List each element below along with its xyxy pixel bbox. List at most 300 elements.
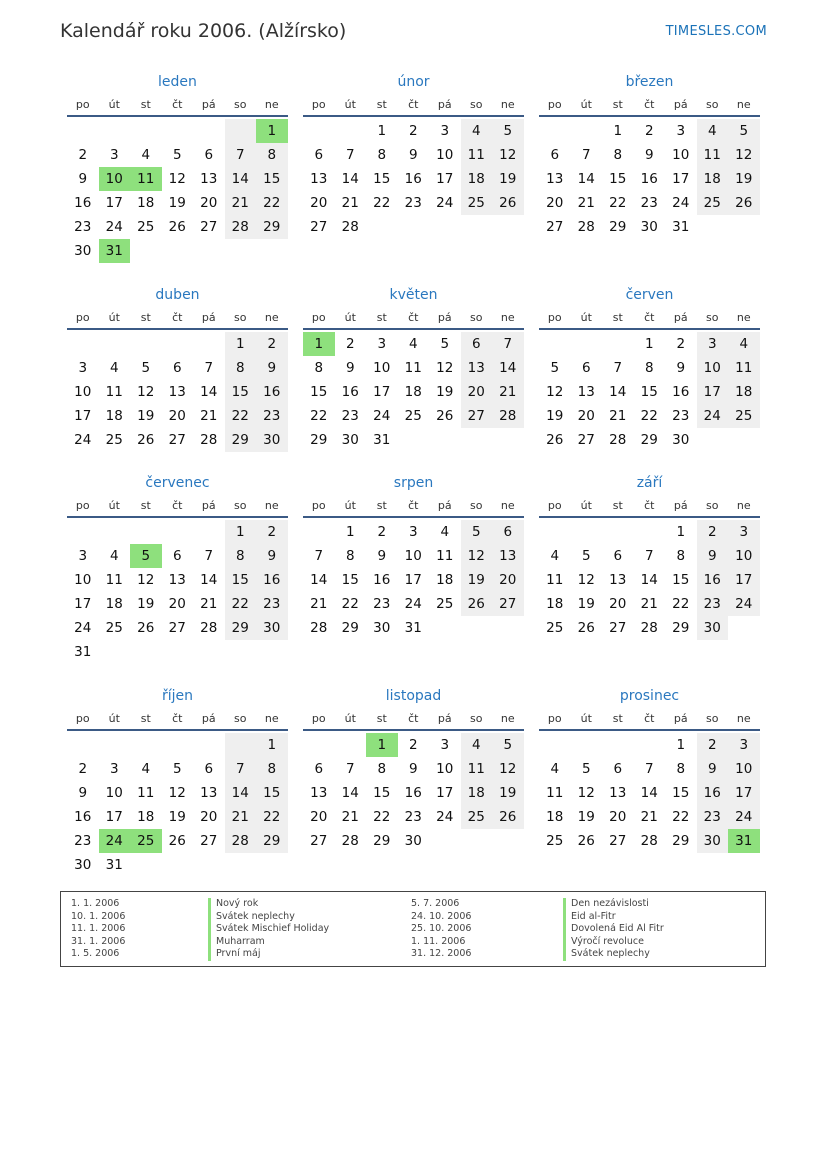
day-cell: 8 <box>256 757 288 781</box>
month-block <box>539 474 760 640</box>
day-cell: 16 <box>640 171 658 187</box>
legend-name: Svátek Mischief Holiday <box>208 923 329 936</box>
day-cell: 14 <box>341 785 359 801</box>
day-cell: 5 <box>581 548 591 564</box>
legend-name: Den nezávislosti <box>563 898 664 911</box>
day-cell: 19 <box>728 167 760 191</box>
month-block <box>67 286 288 452</box>
legend-names-right <box>563 898 664 961</box>
weekday-label: so <box>234 712 247 725</box>
day-cell: 25 <box>697 191 729 215</box>
day-cell: 7 <box>644 548 654 564</box>
day-cell: 15 <box>310 384 328 400</box>
day-cell: 13 <box>200 785 218 801</box>
day-cell: 9 <box>676 360 686 376</box>
day-cell: 8 <box>676 548 686 564</box>
day-cell: 2 <box>408 737 418 753</box>
legend-name: Dovolená Eid Al Fitr <box>563 923 664 936</box>
day-cell: 26 <box>546 432 564 448</box>
day-cell: 1 <box>366 733 398 757</box>
day-grid <box>303 119 524 239</box>
day-cell: 15 <box>640 384 658 400</box>
month-name: říjen <box>161 688 194 704</box>
day-cell: 25 <box>137 219 155 235</box>
day-cell: 13 <box>310 785 328 801</box>
weekday-label: po <box>75 499 90 512</box>
weekday-label: út <box>108 311 120 324</box>
day-cell: 23 <box>672 408 690 424</box>
day-cell: 9 <box>345 360 355 376</box>
empty-cell <box>429 616 461 640</box>
empty-cell <box>225 733 257 757</box>
day-cell: 12 <box>577 572 595 588</box>
day-cell: 21 <box>577 195 595 211</box>
day-cell: 23 <box>341 408 359 424</box>
day-cell: 19 <box>168 195 186 211</box>
legend-name: Svátek neplechy <box>563 948 664 961</box>
day-cell: 18 <box>137 809 155 825</box>
day-cell: 14 <box>310 572 328 588</box>
day-cell: 3 <box>78 548 88 564</box>
day-cell: 27 <box>200 219 218 235</box>
weekday-label: po <box>311 311 326 324</box>
weekday-label: po <box>311 499 326 512</box>
day-cell: 12 <box>168 171 186 187</box>
day-cell: 11 <box>137 785 155 801</box>
day-cell: 6 <box>492 520 524 544</box>
day-cell: 26 <box>137 432 155 448</box>
legend-date: 1. 1. 2006 <box>71 898 120 909</box>
day-cell: 18 <box>697 167 729 191</box>
day-cell: 28 <box>225 829 257 853</box>
month-block <box>303 687 524 853</box>
day-cell: 25 <box>461 805 493 829</box>
weekday-header <box>539 310 760 328</box>
empty-cell <box>492 829 524 853</box>
weekday-label: út <box>344 712 356 725</box>
day-cell: 22 <box>373 809 391 825</box>
day-cell: 17 <box>105 195 123 211</box>
day-cell: 19 <box>137 596 155 612</box>
day-cell: 9 <box>78 171 88 187</box>
day-cell: 18 <box>137 195 155 211</box>
empty-cell <box>461 616 493 640</box>
day-cell: 19 <box>436 384 454 400</box>
day-cell: 23 <box>640 195 658 211</box>
weekday-label: ne <box>500 499 515 512</box>
day-cell: 10 <box>697 356 729 380</box>
legend-date: 25. 10. 2006 <box>411 923 472 935</box>
day-cell: 21 <box>200 596 218 612</box>
empty-cell <box>398 428 430 452</box>
day-cell: 20 <box>546 195 564 211</box>
day-cell: 7 <box>225 757 257 781</box>
holiday-legend <box>60 891 766 967</box>
empty-cell <box>602 520 634 544</box>
day-cell: 17 <box>728 781 760 805</box>
day-cell: 5 <box>492 119 524 143</box>
empty-cell <box>130 853 162 877</box>
day-cell: 24 <box>436 195 454 211</box>
day-grid <box>67 733 288 877</box>
day-cell: 11 <box>130 167 162 191</box>
day-cell: 11 <box>697 143 729 167</box>
empty-cell <box>193 520 225 544</box>
weekday-label: so <box>470 712 483 725</box>
day-cell: 27 <box>200 833 218 849</box>
day-cell: 16 <box>256 380 288 404</box>
legend-name: Muharram <box>208 936 329 949</box>
empty-cell <box>193 733 225 757</box>
legend-date: 1. 5. 2006 <box>71 948 120 960</box>
weekday-label: čt <box>644 98 655 111</box>
weekday-label: čt <box>172 712 183 725</box>
weekday-header <box>303 310 524 328</box>
day-cell: 26 <box>168 219 186 235</box>
day-cell: 21 <box>225 191 257 215</box>
day-cell: 2 <box>345 336 355 352</box>
day-cell: 18 <box>105 596 123 612</box>
day-cell: 11 <box>436 548 454 564</box>
weekday-label: pá <box>201 311 216 324</box>
weekday-label: so <box>470 98 483 111</box>
empty-cell <box>461 215 493 239</box>
day-cell: 29 <box>640 432 658 448</box>
weekday-label: út <box>344 499 356 512</box>
day-cell: 31 <box>74 644 92 660</box>
day-cell: 1 <box>225 332 257 356</box>
empty-cell <box>225 239 257 263</box>
day-cell: 22 <box>373 195 391 211</box>
empty-cell <box>193 853 225 877</box>
day-cell: 15 <box>225 568 257 592</box>
day-cell: 29 <box>310 432 328 448</box>
day-cell: 3 <box>728 520 760 544</box>
day-cell: 18 <box>404 384 422 400</box>
weekday-header <box>539 498 760 516</box>
legend-date: 1. 11. 2006 <box>411 935 466 947</box>
day-cell: 4 <box>550 761 560 777</box>
weekday-label: čt <box>172 499 183 512</box>
month-name: srpen <box>393 475 434 491</box>
day-cell: 10 <box>728 544 760 568</box>
empty-cell <box>225 640 257 664</box>
day-cell: 11 <box>546 572 564 588</box>
weekday-label: út <box>344 311 356 324</box>
day-cell: 15 <box>373 785 391 801</box>
day-cell: 1 <box>303 332 335 356</box>
day-cell: 30 <box>74 857 92 873</box>
weekday-label: st <box>376 311 387 324</box>
empty-cell <box>193 640 225 664</box>
day-cell: 7 <box>492 332 524 356</box>
weekday-label: st <box>376 98 387 111</box>
weekday-header <box>67 711 288 729</box>
day-cell: 25 <box>105 432 123 448</box>
day-cell: 13 <box>609 572 627 588</box>
day-cell: 20 <box>609 809 627 825</box>
day-cell: 8 <box>613 147 623 163</box>
day-cell: 30 <box>341 432 359 448</box>
weekday-label: čt <box>644 311 655 324</box>
day-cell: 29 <box>672 620 690 636</box>
day-grid <box>303 733 524 853</box>
day-cell: 20 <box>310 195 328 211</box>
day-cell: 31 <box>672 219 690 235</box>
day-cell: 1 <box>256 733 288 757</box>
day-cell: 21 <box>640 596 658 612</box>
day-cell: 19 <box>577 809 595 825</box>
day-cell: 3 <box>697 332 729 356</box>
day-cell: 24 <box>74 432 92 448</box>
empty-cell <box>539 332 571 356</box>
weekday-header <box>67 97 288 115</box>
month-block <box>303 286 524 452</box>
weekday-label: ne <box>500 712 515 725</box>
month-block <box>303 474 524 640</box>
empty-cell <box>492 616 524 640</box>
weekday-label: st <box>612 499 623 512</box>
empty-cell <box>492 428 524 452</box>
day-cell: 31 <box>373 432 391 448</box>
day-cell: 27 <box>492 592 524 616</box>
day-cell: 23 <box>74 833 92 849</box>
day-cell: 10 <box>373 360 391 376</box>
day-cell: 27 <box>461 404 493 428</box>
day-cell: 9 <box>78 785 88 801</box>
empty-cell <box>429 829 461 853</box>
empty-cell <box>99 332 131 356</box>
day-cell: 27 <box>609 620 627 636</box>
legend-name: Eid al-Fitr <box>563 911 664 924</box>
legend-name: Svátek neplechy <box>208 911 329 924</box>
day-grid <box>67 119 288 263</box>
page-title: Kalendář roku 2006. (Alžírsko) <box>60 20 347 42</box>
day-cell: 4 <box>109 360 119 376</box>
day-cell: 7 <box>345 147 355 163</box>
day-cell: 2 <box>256 520 288 544</box>
day-cell: 23 <box>74 219 92 235</box>
weekday-label: čt <box>408 311 419 324</box>
day-grid <box>539 733 760 853</box>
legend-names-left <box>208 898 329 961</box>
day-cell: 29 <box>225 616 257 640</box>
day-cell: 17 <box>728 568 760 592</box>
day-cell: 23 <box>256 592 288 616</box>
day-cell: 28 <box>200 620 218 636</box>
day-cell: 5 <box>550 360 560 376</box>
day-cell: 5 <box>492 733 524 757</box>
day-cell: 3 <box>109 761 119 777</box>
month-block <box>67 687 288 877</box>
empty-cell <box>99 520 131 544</box>
weekday-label: pá <box>201 98 216 111</box>
empty-cell <box>728 215 760 239</box>
day-cell: 25 <box>728 404 760 428</box>
day-cell: 18 <box>728 380 760 404</box>
empty-cell <box>571 520 603 544</box>
day-cell: 4 <box>141 761 151 777</box>
month-name: listopad <box>385 688 442 704</box>
month-name: leden <box>158 74 197 90</box>
weekday-label: so <box>706 712 719 725</box>
day-cell: 31 <box>99 239 131 263</box>
day-cell: 20 <box>168 408 186 424</box>
day-cell: 10 <box>672 147 690 163</box>
day-cell: 10 <box>436 761 454 777</box>
header-rule <box>303 729 524 731</box>
weekday-label: so <box>470 499 483 512</box>
empty-cell <box>193 332 225 356</box>
empty-cell <box>429 215 461 239</box>
month-block <box>539 687 760 853</box>
day-cell: 6 <box>204 147 214 163</box>
day-cell: 23 <box>697 592 729 616</box>
day-cell: 21 <box>609 408 627 424</box>
day-cell: 7 <box>613 360 623 376</box>
day-cell: 16 <box>404 785 422 801</box>
weekday-label: st <box>140 98 151 111</box>
day-cell: 22 <box>256 805 288 829</box>
legend-name: První máj <box>208 948 329 961</box>
day-cell: 2 <box>256 332 288 356</box>
day-cell: 14 <box>577 171 595 187</box>
day-cell: 5 <box>581 761 591 777</box>
day-cell: 22 <box>640 408 658 424</box>
day-cell: 16 <box>373 572 391 588</box>
day-cell: 11 <box>105 572 123 588</box>
day-cell: 29 <box>373 833 391 849</box>
day-cell: 13 <box>546 171 564 187</box>
day-cell: 22 <box>310 408 328 424</box>
empty-cell <box>602 332 634 356</box>
day-cell: 4 <box>109 548 119 564</box>
day-cell: 12 <box>492 143 524 167</box>
day-cell: 8 <box>345 548 355 564</box>
weekday-label: pá <box>673 98 688 111</box>
day-cell: 17 <box>74 408 92 424</box>
day-cell: 18 <box>461 781 493 805</box>
day-cell: 6 <box>613 548 623 564</box>
brand-link[interactable]: TIMESLES.COM <box>665 24 767 39</box>
day-cell: 8 <box>377 147 387 163</box>
day-cell: 2 <box>78 147 88 163</box>
day-cell: 7 <box>581 147 591 163</box>
day-cell: 22 <box>672 809 690 825</box>
day-cell: 7 <box>314 548 324 564</box>
day-cell: 28 <box>200 432 218 448</box>
day-cell: 4 <box>550 548 560 564</box>
weekday-label: so <box>706 499 719 512</box>
empty-cell <box>193 239 225 263</box>
legend-date: 31. 1. 2006 <box>71 935 126 947</box>
header-rule <box>303 115 524 117</box>
day-cell: 5 <box>461 520 493 544</box>
day-cell: 25 <box>546 620 564 636</box>
month-block <box>539 73 760 239</box>
day-cell: 25 <box>546 833 564 849</box>
day-cell: 20 <box>461 380 493 404</box>
day-cell: 17 <box>697 380 729 404</box>
day-cell: 3 <box>440 123 450 139</box>
weekday-label: po <box>547 311 562 324</box>
day-cell: 19 <box>546 408 564 424</box>
weekday-label: čt <box>644 499 655 512</box>
legend-name: Výročí revoluce <box>563 936 664 949</box>
month-name: duben <box>155 287 200 303</box>
day-cell: 19 <box>461 568 493 592</box>
weekday-header <box>539 711 760 729</box>
day-cell: 16 <box>697 568 729 592</box>
day-cell: 7 <box>225 143 257 167</box>
weekday-label: ne <box>736 712 751 725</box>
day-cell: 30 <box>697 616 729 640</box>
weekday-label: čt <box>408 98 419 111</box>
weekday-label: út <box>580 712 592 725</box>
day-cell: 9 <box>256 356 288 380</box>
day-cell: 14 <box>640 785 658 801</box>
weekday-label: po <box>311 712 326 725</box>
day-cell: 10 <box>74 572 92 588</box>
day-cell: 13 <box>492 544 524 568</box>
month-name: březen <box>625 74 674 90</box>
day-cell: 17 <box>672 171 690 187</box>
day-cell: 26 <box>137 620 155 636</box>
day-cell: 20 <box>168 596 186 612</box>
weekday-label: so <box>470 311 483 324</box>
weekday-label: st <box>140 712 151 725</box>
day-cell: 9 <box>644 147 654 163</box>
day-cell: 28 <box>310 620 328 636</box>
day-cell: 12 <box>137 384 155 400</box>
empty-cell <box>634 520 666 544</box>
day-cell: 21 <box>341 809 359 825</box>
day-cell: 15 <box>609 171 627 187</box>
day-grid <box>539 520 760 640</box>
weekday-label: po <box>547 499 562 512</box>
day-cell: 14 <box>341 171 359 187</box>
header-rule <box>539 516 760 518</box>
day-grid <box>67 332 288 452</box>
legend-date: 11. 1. 2006 <box>71 923 126 935</box>
day-cell: 8 <box>225 356 257 380</box>
day-cell: 6 <box>550 147 560 163</box>
empty-cell <box>571 119 603 143</box>
day-cell: 28 <box>577 219 595 235</box>
day-cell: 2 <box>697 520 729 544</box>
day-cell: 15 <box>373 171 391 187</box>
day-cell: 2 <box>676 336 686 352</box>
weekday-label: st <box>140 311 151 324</box>
weekday-label: čt <box>408 712 419 725</box>
empty-cell <box>256 239 288 263</box>
day-cell: 2 <box>78 761 88 777</box>
weekday-header <box>67 310 288 328</box>
weekday-header <box>539 97 760 115</box>
empty-cell <box>67 119 99 143</box>
day-cell: 12 <box>137 572 155 588</box>
day-cell: 20 <box>310 809 328 825</box>
empty-cell <box>602 733 634 757</box>
weekday-label: út <box>108 98 120 111</box>
day-cell: 28 <box>492 404 524 428</box>
day-cell: 14 <box>609 384 627 400</box>
weekday-label: po <box>311 98 326 111</box>
day-cell: 21 <box>310 596 328 612</box>
header-rule <box>67 516 288 518</box>
day-cell: 25 <box>461 191 493 215</box>
weekday-header <box>67 498 288 516</box>
